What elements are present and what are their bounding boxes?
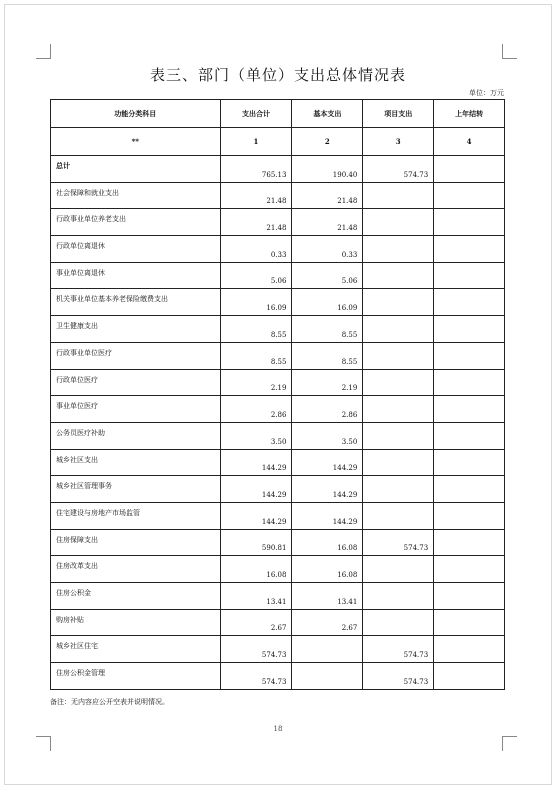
total-cell: 5.06 — [220, 262, 292, 289]
row-label: 城乡社区管理事务 — [51, 476, 221, 503]
table-row — [51, 369, 505, 396]
row-label: 行政单位医疗 — [51, 369, 221, 396]
index-cell: 1 — [220, 128, 292, 156]
project-cell — [363, 209, 434, 236]
project-cell — [363, 422, 434, 449]
basic-cell: 2.19 — [292, 369, 363, 396]
total-cell: 13.41 — [220, 583, 292, 610]
table-row — [51, 342, 505, 369]
table-row — [51, 502, 505, 529]
project-cell — [363, 342, 434, 369]
total-cell: 21.48 — [220, 209, 292, 236]
crop-mark-top-left — [36, 44, 51, 59]
project-cell — [363, 476, 434, 503]
project-cell — [363, 396, 434, 423]
total-cell: 16.08 — [220, 556, 292, 583]
total-cell: 574.73 — [220, 636, 292, 663]
carry-cell — [434, 396, 505, 423]
table-row — [51, 529, 505, 556]
total-cell: 590.81 — [220, 529, 292, 556]
total-cell: 2.86 — [220, 396, 292, 423]
total-cell: 8.55 — [220, 342, 292, 369]
total-cell: 2.19 — [220, 369, 292, 396]
basic-cell — [292, 636, 363, 663]
project-cell: 574.73 — [363, 156, 434, 183]
project-cell — [363, 182, 434, 209]
basic-cell: 16.08 — [292, 556, 363, 583]
row-label: 行政事业单位医疗 — [51, 342, 221, 369]
basic-cell: 21.48 — [292, 182, 363, 209]
row-label: 住房保障支出 — [51, 529, 221, 556]
carry-cell — [434, 262, 505, 289]
carry-cell — [434, 636, 505, 663]
row-label: 机关事业单位基本养老保险缴费支出 — [51, 289, 221, 316]
project-cell: 574.73 — [363, 636, 434, 663]
row-label: 社会保障和就业支出 — [51, 182, 221, 209]
table-row — [51, 583, 505, 610]
project-cell: 574.73 — [363, 663, 434, 690]
table-row — [51, 316, 505, 343]
total-cell: 144.29 — [220, 476, 292, 503]
row-label: 住房公积金管理 — [51, 663, 221, 690]
page-title: 表三、部门（单位）支出总体情况表 — [149, 66, 406, 84]
carry-cell — [434, 209, 505, 236]
total-cell: 144.29 — [220, 502, 292, 529]
basic-cell: 5.06 — [292, 262, 363, 289]
table-row — [51, 422, 505, 449]
index-cell: ** — [51, 128, 221, 156]
basic-cell: 144.29 — [292, 476, 363, 503]
table-row — [51, 182, 505, 209]
carry-cell — [434, 342, 505, 369]
carry-cell — [434, 476, 505, 503]
table-row — [51, 236, 505, 263]
total-cell: 3.50 — [220, 422, 292, 449]
header-cell: 项目支出 — [363, 100, 434, 128]
basic-cell: 144.29 — [292, 502, 363, 529]
header-row — [51, 100, 505, 128]
total-cell: 765.13 — [220, 156, 292, 183]
basic-cell: 21.48 — [292, 209, 363, 236]
table-row — [51, 449, 505, 476]
carry-cell — [434, 502, 505, 529]
basic-cell: 190.40 — [292, 156, 363, 183]
carry-cell — [434, 663, 505, 690]
table-row — [51, 663, 505, 690]
basic-cell: 0.33 — [292, 236, 363, 263]
row-label: 公务员医疗补助 — [51, 422, 221, 449]
total-cell: 0.33 — [220, 236, 292, 263]
crop-mark-top-right — [502, 44, 517, 59]
basic-cell: 3.50 — [292, 422, 363, 449]
project-cell — [363, 236, 434, 263]
project-cell — [363, 449, 434, 476]
project-cell — [363, 583, 434, 610]
table-row — [51, 262, 505, 289]
basic-cell: 144.29 — [292, 449, 363, 476]
basic-cell: 8.55 — [292, 316, 363, 343]
basic-cell: 2.86 — [292, 396, 363, 423]
basic-cell: 13.41 — [292, 583, 363, 610]
row-label: 住宅建设与房地产市场监管 — [51, 502, 221, 529]
header-cell: 基本支出 — [292, 100, 363, 128]
project-cell — [363, 289, 434, 316]
carry-cell — [434, 609, 505, 636]
total-cell: 574.73 — [220, 663, 292, 690]
row-label: 住房公积金 — [51, 583, 221, 610]
carry-cell — [434, 529, 505, 556]
row-label: 事业单位医疗 — [51, 396, 221, 423]
row-label: 行政单位离退休 — [51, 236, 221, 263]
header-cell: 上年结转 — [434, 100, 505, 128]
row-label: 城乡社区支出 — [51, 449, 221, 476]
table-row — [51, 636, 505, 663]
table-row — [51, 476, 505, 503]
index-cell: 4 — [434, 128, 505, 156]
carry-cell — [434, 289, 505, 316]
carry-cell — [434, 156, 505, 183]
basic-cell: 2.67 — [292, 609, 363, 636]
carry-cell — [434, 583, 505, 610]
index-row — [51, 128, 505, 156]
carry-cell — [434, 449, 505, 476]
table-row — [51, 609, 505, 636]
table-row — [51, 556, 505, 583]
table-row — [51, 289, 505, 316]
total-cell: 8.55 — [220, 316, 292, 343]
row-label: 总计 — [51, 156, 221, 183]
project-cell — [363, 262, 434, 289]
row-label: 行政事业单位养老支出 — [51, 209, 221, 236]
row-label: 住房改革支出 — [51, 556, 221, 583]
project-cell — [363, 316, 434, 343]
crop-mark-bottom-right — [502, 736, 517, 751]
page-number: 18 — [273, 725, 283, 733]
total-cell: 144.29 — [220, 449, 292, 476]
carry-cell — [434, 236, 505, 263]
carry-cell — [434, 369, 505, 396]
footnote: 备注：无内容应公开空表并说明情况。 — [50, 698, 169, 706]
basic-cell: 8.55 — [292, 342, 363, 369]
row-label: 城乡社区住宅 — [51, 636, 221, 663]
carry-cell — [434, 556, 505, 583]
project-cell — [363, 609, 434, 636]
expenditure-table — [50, 99, 505, 690]
project-cell — [363, 502, 434, 529]
header-cell: 功能分类科目 — [51, 100, 221, 128]
carry-cell — [434, 316, 505, 343]
index-cell: 3 — [363, 128, 434, 156]
project-cell — [363, 556, 434, 583]
basic-cell: 16.09 — [292, 289, 363, 316]
basic-cell: 16.08 — [292, 529, 363, 556]
carry-cell — [434, 422, 505, 449]
crop-mark-bottom-left — [36, 736, 51, 751]
project-cell — [363, 369, 434, 396]
total-cell: 2.67 — [220, 609, 292, 636]
table-row — [51, 396, 505, 423]
carry-cell — [434, 182, 505, 209]
basic-cell — [292, 663, 363, 690]
total-cell: 16.09 — [220, 289, 292, 316]
total-cell: 21.48 — [220, 182, 292, 209]
table-row — [51, 156, 505, 183]
unit-label: 单位：万元 — [469, 89, 504, 97]
index-cell: 2 — [292, 128, 363, 156]
row-label: 卫生健康支出 — [51, 316, 221, 343]
header-cell: 支出合计 — [220, 100, 292, 128]
project-cell: 574.73 — [363, 529, 434, 556]
row-label: 事业单位离退休 — [51, 262, 221, 289]
table-row — [51, 209, 505, 236]
row-label: 购房补贴 — [51, 609, 221, 636]
